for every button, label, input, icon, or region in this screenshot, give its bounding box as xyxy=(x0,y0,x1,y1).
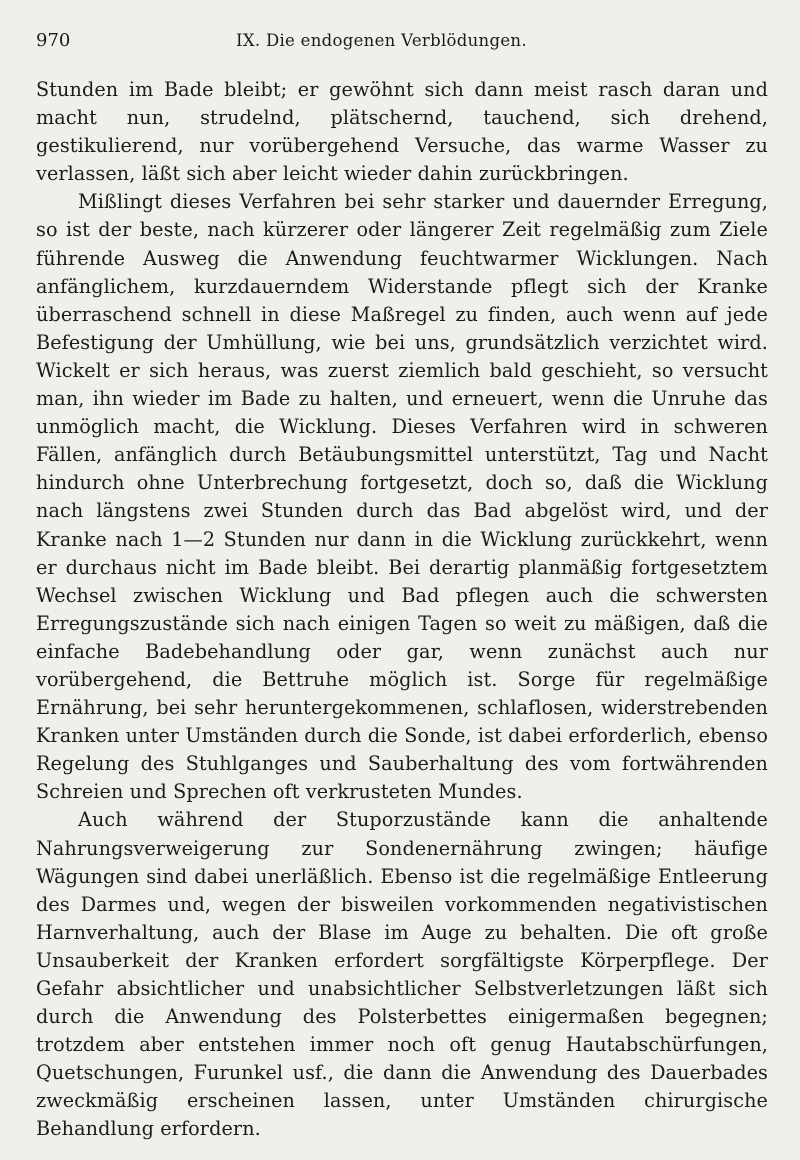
body-text xyxy=(36,76,768,1144)
paragraph: Mißlingt dieses Verfahren bei sehr starker und dauernder Erregung, so ist der beste, nach kürzerer oder längerer Zeit regelmäßig zum Ziele führende Ausweg die Anwendung feuchtwarmer Wicklungen. Nach anfänglichem, kurzdauerndem Widerstande pflegt sich der Kranke überraschend schnell in diese Maßregel zu finden, auch wenn auf jede Befestigung der Umhüllung, wie bei uns, grundsätzlich verzichtet wird. Wickelt er sich heraus, was zuerst ziemlich bald geschieht, so versucht man, ihn wieder im Bade zu halten, und erneuert, wenn die Unruhe das unmöglich macht, die Wicklung. Dieses Verfahren wird in schweren Fällen, anfänglich durch Betäubungsmittel unterstützt, Tag und Nacht hindurch ohne Unterbrechung fortgesetzt, doch so, daß die Wicklung nach längstens zwei Stunden durch das Bad abgelöst wird, und der Kranke nach 1—2 Stunden nur dann in die Wicklung zurückkehrt, wenn er durchaus nicht im Bade bleibt. Bei derartig planmäßig fortgesetztem Wechsel zwischen Wicklung und Bad pflegen auch die schwersten Erregungszustände sich nach einigen Tagen so weit zu mäßigen, daß die einfache Badebehandlung oder gar, wenn zunächst auch nur vorübergehend, die Bettruhe möglich ist. Sorge für regelmäßige Ernährung, bei sehr heruntergekommenen, schlaflosen, widerstrebenden Kranken unter Umständen durch die Sonde, ist dabei erforderlich, ebenso Regelung des Stuhlganges und Sauberhaltung des vom fortwährenden Schreien und Sprechen oft verkrusteten Mundes. xyxy=(36,190,768,804)
page-number: 970 xyxy=(36,30,71,51)
running-title: IX. Die endogenen Verblödungen. xyxy=(236,31,527,50)
paragraph-continued: Stunden im Bade bleibt; er gewöhnt sich dann meist rasch daran und macht nun, strudelnd, plätschernd, tauchend, sich drehend, gestikulierend, nur vorübergehend Versuche, das warme Wasser zu verlassen, läßt sich aber leicht wieder dahin zurückbringen. xyxy=(36,78,768,186)
paragraph: Auch während der Stuporzustände kann die anhaltende Nahrungsverweigerung zur Sondenernährung zwingen; häufige Wägungen sind dabei unerläßlich. Ebenso ist die regelmäßige Entleerung des Darmes und, wegen der bisweilen vorkommenden negativistischen Harnverhaltung, auch der Blase im Auge zu behalten. Die oft große Unsauberkeit der Kranken erfordert sorgfältigste Körperpflege. Der Gefahr absichtlicher und unabsichtlicher Selbstverletzungen läßt sich durch die Anwendung des Polsterbettes einigermaßen begegnen; trotzdem aber entstehen immer noch oft genug Hautabschürfungen, Quetschungen, Furunkel usf., die dann die Anwendung des Dauerbades zweckmäßig erscheinen lassen, unter Umständen chirurgische Behandlung erfordern. xyxy=(36,808,768,1141)
page-header xyxy=(36,30,768,60)
